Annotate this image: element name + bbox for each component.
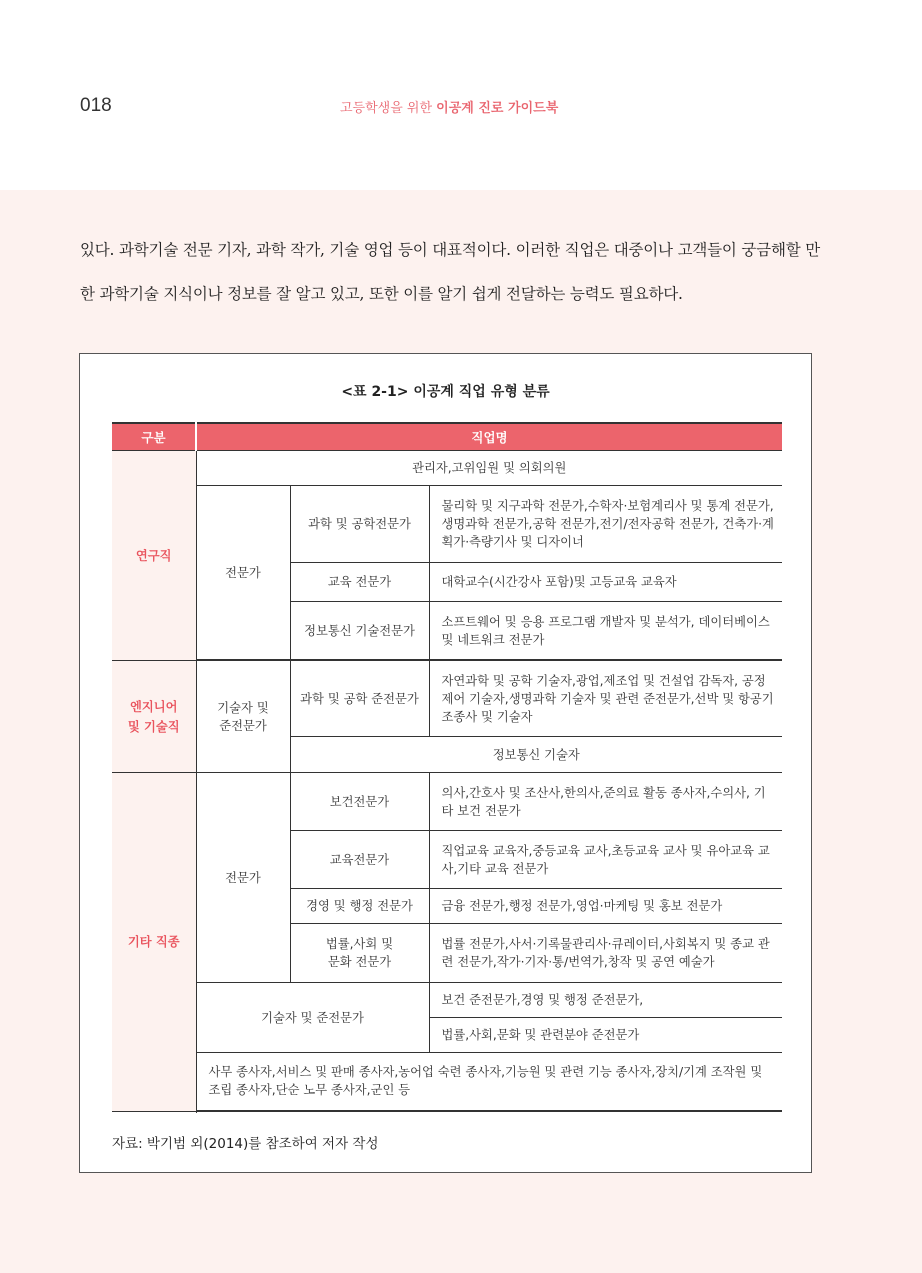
level-engineer-line2: 준전문가 xyxy=(219,718,267,733)
running-title-prefix: 고등학생을 위한 xyxy=(340,101,437,116)
field-cell: 교육 전문가 xyxy=(290,563,429,602)
field-cell: 과학 및 공학전문가 xyxy=(290,486,429,563)
jobs-cell: 자연과학 및 공학 기술자,광업,제조업 및 건설업 감독자, 공정제어 기술자,생명과학 기술자 및 관련 준전문가,선박 및 항공기 조종사 및 기술자 xyxy=(429,661,782,737)
field-cell: 보건전문가 xyxy=(290,773,429,831)
body-paragraph: 있다. 과학기술 전문 기자, 과학 작가, 기술 영업 등이 대표적이다. 이러한 직업은 대중이나 고객들이 궁금해할 만한 과학기술 지식이나 정보를 잘 알고 있고, 또한 이를 알기 쉽게 전달하는 능력도 필요하다. xyxy=(80,241,821,303)
category-research: 연구직 xyxy=(112,451,196,661)
table-row xyxy=(112,1053,782,1111)
category-engineer xyxy=(112,661,196,773)
jobs-cell: 법률,사회,문화 및 관련분야 준전문가 xyxy=(429,1018,782,1053)
header-jobname: 직업명 xyxy=(196,423,782,451)
table-row xyxy=(112,983,782,1018)
field-cell: 정보통신 기술전문가 xyxy=(290,602,429,660)
table-caption: <표 2-1> 이공계 직업 유형 분류 xyxy=(341,384,550,400)
field-cell: 교육전문가 xyxy=(290,831,429,889)
table-box xyxy=(79,353,812,1173)
field-cell: 경영 및 행정 전문가 xyxy=(290,889,429,924)
technician-level-cell: 기술자 및 준전문가 xyxy=(196,983,429,1053)
jobs-cell: 금융 전문가,행정 전문가,영업·마케팅 및 홍보 전문가 xyxy=(429,889,782,924)
job-classification-table xyxy=(112,422,782,1112)
category-engineer-line1: 엔지니어 xyxy=(129,699,178,714)
category-other: 기타 직종 xyxy=(112,773,196,1112)
jobs-cell: 의사,간호사 및 조산사,한의사,준의료 활동 종사자,수의사, 기타 보건 전문가 xyxy=(429,773,782,831)
ict-technician-cell: 정보통신 기술자 xyxy=(290,737,782,773)
managers-cell: 관리자,고위임원 및 의회의원 xyxy=(196,451,782,486)
table-row xyxy=(112,661,782,737)
source-note: 자료: 박기범 외(2014)를 참조하여 저자 작성 xyxy=(112,1136,379,1152)
level-engineer-line1: 기술자 및 xyxy=(217,700,269,715)
jobs-cell: 보건 준전문가,경영 및 행정 준전문가, xyxy=(429,983,782,1018)
field-cell: 과학 및 공학 준전문가 xyxy=(290,661,429,737)
field-cell xyxy=(290,924,429,983)
running-title-bold: 이공계 진로 가이드북 xyxy=(436,101,559,116)
field-line2: 문화 전문가 xyxy=(327,955,392,969)
jobs-cell: 법률 전문가,사서·기록물관리사·큐레이터,사회복지 및 종교 관련 전문가,작가·기자·통/번역가,창작 및 공연 예술가 xyxy=(429,924,782,983)
table-row xyxy=(112,486,782,563)
field-line1: 법률,사회 및 xyxy=(325,937,394,951)
jobs-cell: 소프트웨어 및 응용 프로그램 개발자 및 분석가, 데이터베이스 및 네트워크 전문가 xyxy=(429,602,782,660)
jobs-cell: 물리학 및 지구과학 전문가,수학자·보험계리사 및 통계 전문가,생명과학 전문가,공학 전문가,전기/전자공학 전문가, 건축가·계획가·측량기사 및 디자이너 xyxy=(429,486,782,563)
level-research: 전문가 xyxy=(196,486,290,660)
jobs-cell: 직업교육 교육자,중등교육 교사,초등교육 교사 및 유아교육 교사,기타 교육 전문가 xyxy=(429,831,782,889)
table-header-row xyxy=(112,423,782,451)
level-other: 전문가 xyxy=(196,773,290,983)
table-row xyxy=(112,773,782,831)
table-row xyxy=(112,451,782,486)
misc-jobs-cell: 사무 종사자,서비스 및 판매 종사자,농어업 숙련 종사자,기능원 및 관련 기능 종사자,장치/기계 조작원 및 조립 종사자,단순 노무 종사자,군인 등 xyxy=(196,1053,782,1111)
level-engineer xyxy=(196,661,290,773)
running-title xyxy=(340,97,558,116)
jobs-cell: 대학교수(시간강사 포함)및 고등교육 교육자 xyxy=(429,563,782,602)
category-engineer-line2: 및 기술직 xyxy=(127,719,180,734)
page-header xyxy=(0,0,922,190)
page-number: 018 xyxy=(80,95,112,116)
header-category: 구분 xyxy=(112,423,196,451)
